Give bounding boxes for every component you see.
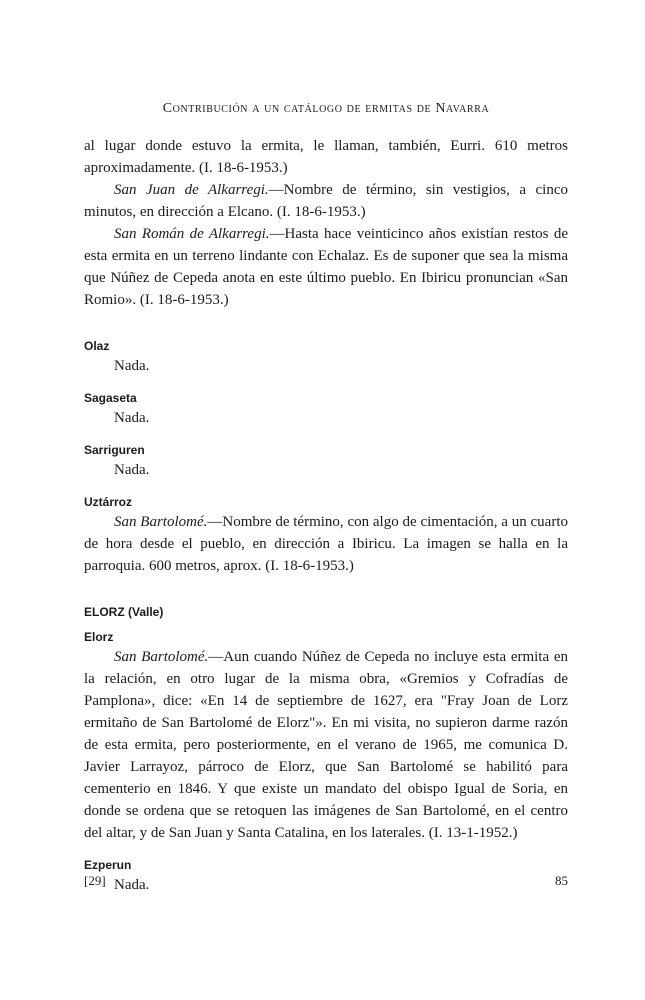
running-title: Contribución a un catálogo de ermitas de Navarra — [162, 101, 490, 116]
place-heading-elorz: Elorz — [84, 630, 114, 644]
entry-text: —Aun cuando Núñez de Cepeda no incluye esta ermita en la relación, en otro lugar de la misma obra, «Gremios y Cofradías de Pamplona», dice: «En 14 de septiembre de 1627, era "Fray Joan de Lorz ermitaño de San Bartolomé de Elorz"». En mi visita, no supieron darme razón de esta ermita, pero posteriormente, en el verano de 1965, me comunica D. Javier Larrayoz, párroco de Elorz, que San Bartolomé se habilitó para cementerio en 1846. Y que existe un mandato del obispo Igual de Soria, en donde se ordena que se retoquen las imágenes de San Bartolomé, en el centro del altar, y de San Juan y Santa Catalina, en los laterales. (I. 13-1-1952.) — [84, 649, 568, 841]
continuation-paragraph: al lugar donde estuvo la ermita, le llaman, también, Eurri. 610 metros aproximadamente. (I. 18-6-1953.) — [84, 138, 568, 176]
entry-title: San Bartolomé. — [114, 514, 208, 530]
entry-text: —Nombre de término, con algo de cimentación, a un cuarto de hora desde el pueblo, en dirección a Ibiricu. La imagen se halla en la parroquia. 600 metros, aprox. (I. 18-6-1953.) — [84, 514, 569, 574]
place-heading-sarriguren: Sarriguren — [84, 443, 145, 457]
book-page — [84, 0, 568, 1000]
entry-title: San Román de Alkarregi. — [114, 226, 270, 242]
page-ref: [29] — [84, 873, 106, 888]
entry-san-roman-alkarregi — [84, 223, 568, 311]
page-content — [84, 135, 568, 896]
entry-title: San Juan de Alkarregi. — [114, 182, 269, 198]
place-heading-sagaseta: Sagaseta — [84, 391, 137, 405]
entry-text: —Nombre de término, sin vestigios, a cinco minutos, en dirección a Elcano. (I. 18-6-1953.) — [84, 182, 568, 220]
place-heading-ezperun: Ezperun — [84, 858, 132, 872]
valley-heading-elorz: ELORZ (Valle) — [84, 605, 164, 619]
place-text-ezperun: Nada. — [114, 877, 150, 893]
place-text-sagaseta: Nada. — [114, 410, 150, 426]
place-text-sarriguren: Nada. — [114, 462, 150, 478]
place-text-olaz: Nada. — [114, 358, 150, 374]
entry-uztarroz-san-bartolome — [84, 511, 568, 577]
place-heading-olaz: Olaz — [84, 339, 110, 353]
entry-text: —Hasta hace veinticinco años existían restos de esta ermita en un terreno lindante con Echalaz. Es de suponer que sea la misma que Núñez de Cepeda anota en este último pueblo. En Ibiricu pronuncian «San Romio». (I. 18-6-1953.) — [84, 226, 568, 308]
page-number: 85 — [555, 873, 568, 888]
entry-san-juan-alkarregi — [84, 179, 568, 223]
place-heading-uztarroz: Uztárroz — [84, 495, 133, 509]
entry-elorz-san-bartolome — [84, 646, 568, 844]
entry-title: San Bartolomé. — [114, 649, 209, 665]
